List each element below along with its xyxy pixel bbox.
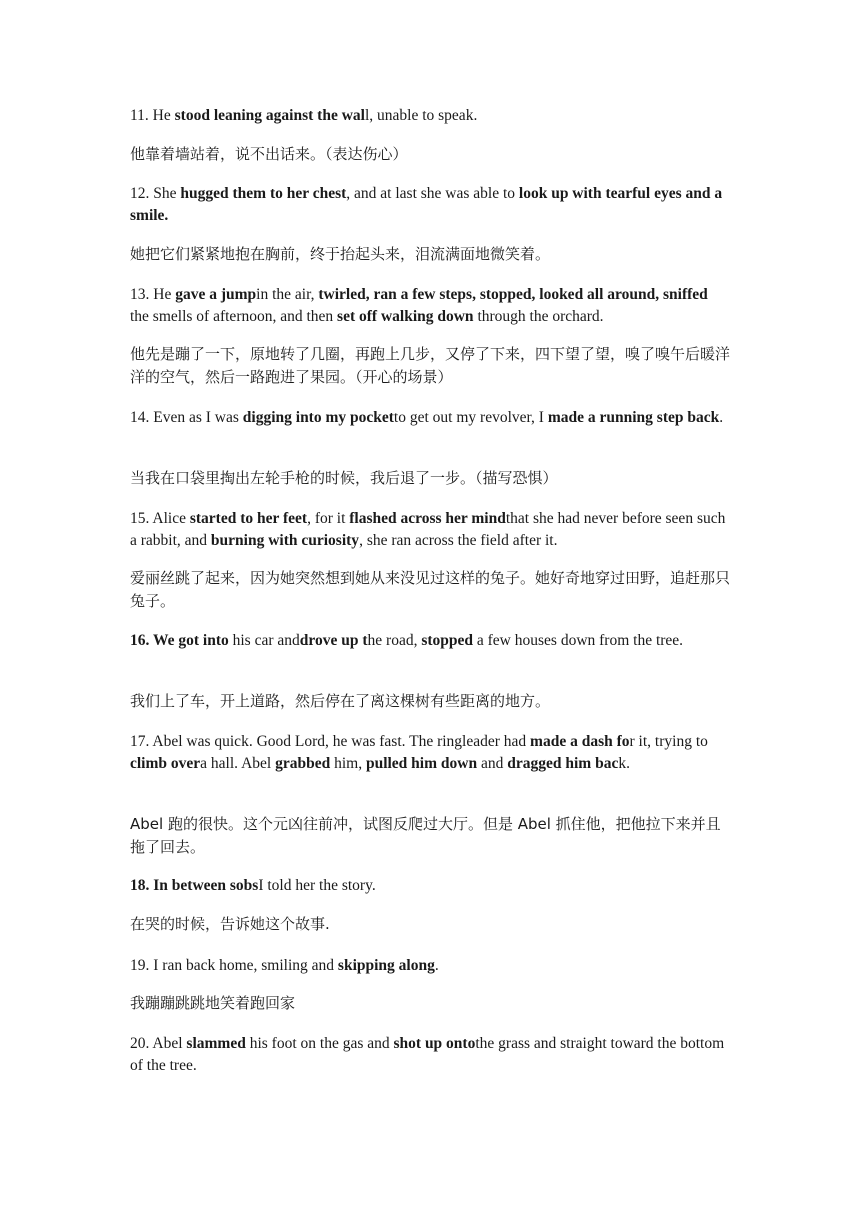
text-run: , for it: [307, 510, 350, 527]
text-run: 14. Even as I was: [130, 409, 243, 426]
bold-phrase: dragged him bac: [507, 755, 619, 772]
sentence-12-en: [130, 183, 730, 227]
bold-phrase: skipping along: [337, 957, 435, 974]
sentence-17-en: [130, 731, 730, 775]
sentence-14-en: [130, 407, 730, 429]
text-run: and: [477, 755, 508, 772]
bold-phrase: digging into my pocket: [242, 409, 394, 426]
sentence-17-zh: Abel 跑的很快。这个元凶往前冲，试图反爬过大厅。但是 Abel 抓住他，把他拉下来并且拖了回去。: [130, 815, 721, 856]
sentence-13-en: [130, 284, 730, 328]
sentence-11-en: [130, 105, 730, 127]
bold-phrase: set off walking down: [337, 308, 474, 325]
bold-phrase: drove up t: [299, 632, 368, 649]
text-run: , she ran across the field after it.: [359, 532, 558, 549]
sentence-13-zh: 他先是蹦了一下，原地转了几圈，再跑上几步，又停了下来，四下望了望，嗅了嗅午后暖洋洋的空气，然后一路跑进了果园。（开心的场景）: [130, 345, 731, 386]
text-run: a few houses down from the tree.: [473, 632, 684, 649]
text-run: a hall. Abel: [200, 755, 276, 772]
text-run: 19. I ran back home, smiling and: [130, 957, 338, 974]
bold-phrase: stopped: [421, 632, 474, 649]
text-run: 13. He: [130, 286, 176, 303]
text-run: his foot on the gas and: [245, 1035, 394, 1052]
text-run: in the air,: [256, 286, 319, 303]
sentence-18-en: [130, 875, 730, 897]
text-run: k.: [618, 755, 630, 772]
text-run: to get out my revolver, I: [393, 409, 548, 426]
text-run: his car and: [228, 632, 300, 649]
sentence-18-zh: 在哭的时候，告诉她这个故事.: [130, 915, 330, 933]
bold-phrase: gave a jump: [175, 286, 257, 303]
sentence-14-zh: 当我在口袋里掏出左轮手枪的时候，我后退了一步。（描写恐惧）: [130, 469, 558, 487]
sentence-12-zh: 她把它们紧紧地抱在胸前，终于抬起头来，泪流满面地微笑着。: [130, 245, 551, 263]
text-run: he road,: [367, 632, 422, 649]
text-run: that she had never before seen such a rabbit, and: [130, 510, 726, 549]
sentence-16-en: [130, 630, 730, 652]
sentence-15-en: [130, 508, 730, 552]
bold-phrase: flashed across her mind: [349, 510, 506, 527]
text-run: l, unable to speak.: [364, 107, 478, 124]
text-run: the smells of afternoon, and then: [130, 308, 338, 325]
sentence-16-zh: 我们上了车，开上道路，然后停在了离这棵树有些距离的地方。: [130, 692, 551, 710]
text-run: 15. Alice: [130, 510, 190, 527]
text-run: the grass and straight toward the bottom of the tree.: [130, 1035, 725, 1074]
text-run: 20. Abel: [130, 1035, 187, 1052]
text-run: 11. He: [130, 107, 175, 124]
bold-phrase: grabbed: [275, 755, 331, 772]
sentence-19-zh: 我蹦蹦跳跳地笑着跑回家: [130, 994, 296, 1012]
bold-phrase: twirled, ran a few steps, stopped, looked all around, sniffed: [318, 286, 708, 303]
bold-phrase: made a dash fo: [530, 733, 630, 750]
sentence-15-zh: 爱丽丝跳了起来，因为她突然想到她从来没见过这样的兔子。她好奇地穿过田野，追赶那只兔子。: [130, 569, 731, 610]
bold-phrase: made a running step back: [547, 409, 720, 426]
bold-phrase: shot up onto: [393, 1035, 476, 1052]
bold-phrase: started to her feet: [189, 510, 308, 527]
text-run: .: [719, 409, 724, 426]
sentence-19-en: [130, 955, 730, 977]
text-run: r it, trying to: [629, 733, 708, 750]
bold-phrase: slammed: [186, 1035, 246, 1052]
bold-phrase: look up with tearful eyes and a smile.: [130, 185, 723, 224]
sentence-11-zh: 他靠着墙站着，说不出话来。（表达伤心）: [130, 145, 408, 163]
text-run: 17. Abel was quick. Good Lord, he was fast. The ringleader had: [130, 733, 531, 750]
text-run: through the orchard.: [473, 308, 604, 325]
text-run: 12. She: [130, 185, 181, 202]
bold-phrase: pulled him down: [365, 755, 478, 772]
text-run: I told her the story.: [258, 877, 376, 894]
bold-phrase: 16. We got into: [130, 632, 229, 649]
bold-phrase: hugged them to her chest: [180, 185, 347, 202]
bold-phrase: climb over: [130, 755, 201, 772]
text-run: , and at last she was able to: [346, 185, 519, 202]
text-run: him,: [330, 755, 366, 772]
bold-phrase: 18. In between sobs: [130, 877, 259, 894]
text-run: .: [434, 957, 439, 974]
sentence-20-en: [130, 1033, 730, 1077]
bold-phrase: burning with curiosity: [210, 532, 360, 549]
bold-phrase: stood leaning against the wal: [174, 107, 365, 124]
